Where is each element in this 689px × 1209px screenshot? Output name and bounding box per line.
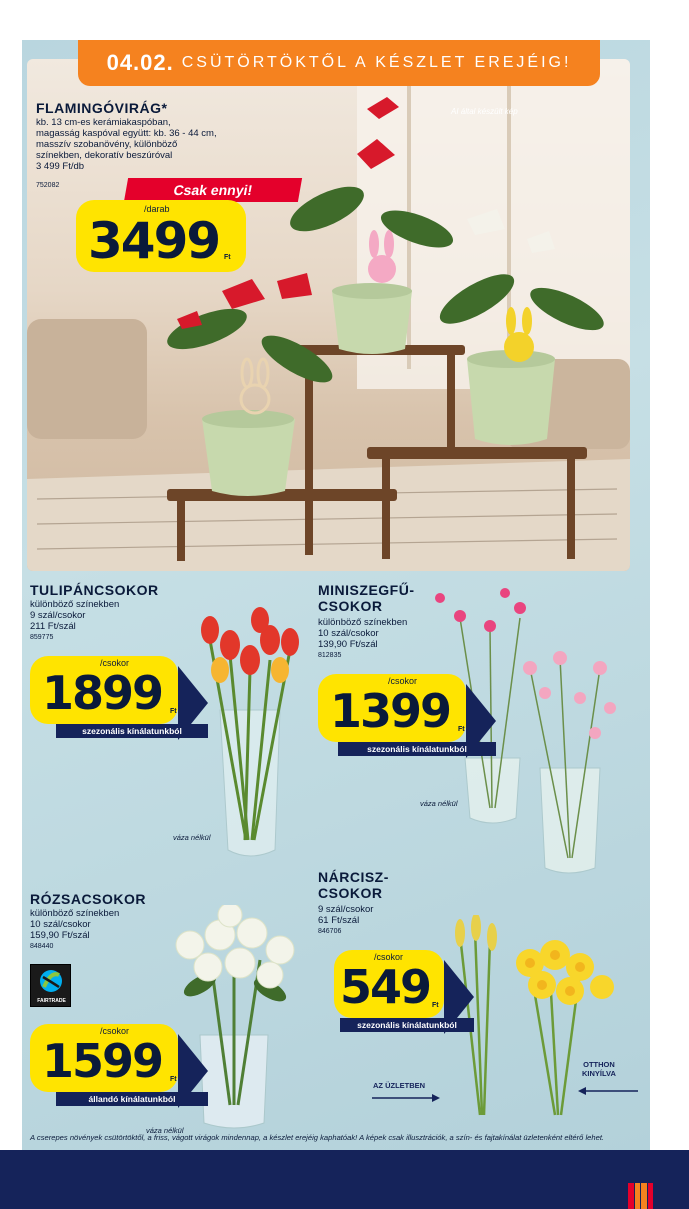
ai-image-note: AI által készült kép [451, 107, 518, 116]
fairtrade-mark-icon [31, 965, 72, 999]
header-banner [78, 40, 600, 86]
product-code-tulip: 859775 [30, 634, 54, 641]
note-no-vase-tulip: váza nélkül [173, 833, 211, 842]
product-title-carnation: MINISZEGFŰ- CSOKOR [318, 582, 415, 614]
price-value: 3499 [88, 212, 220, 270]
price-unit: /csokor [100, 1026, 130, 1036]
product-title-rose: RÓZSACSOKOR [30, 891, 146, 907]
price-value: 549 [340, 960, 431, 1014]
product-code-daffodil: 846706 [318, 928, 342, 935]
product-title-tulip: TULIPÁNCSOKOR [30, 582, 159, 598]
price-unit: /darab [144, 204, 170, 214]
disclaimer: A cserepes növények csütörtöktől, a friss, vágott virágok mindennap, a készlet erejéig kaphatóak! A képek csak illusztrációk, a szín- és fajtakínálat üzletenként eltérő lehet. [30, 1133, 605, 1142]
price-ft: Ft [458, 726, 465, 733]
arrow-right-icon [372, 1094, 440, 1102]
price-unit: /csokor [100, 658, 130, 668]
price-ft: Ft [170, 708, 177, 715]
price-tail: szezonális kínálatunkból [340, 1018, 474, 1032]
product-title-flamingo: FLAMINGÓVIRÁG* [36, 100, 168, 116]
note-no-vase-carnation: váza nélkül [420, 799, 458, 808]
label-in-store: AZ ÜZLETBEN [373, 1081, 426, 1090]
price-unit: /csokor [374, 952, 404, 962]
product-code-rose: 848440 [30, 943, 54, 950]
product-desc-carnation: különböző színekben 10 szál/csokor 139,90 Ft/szál [318, 617, 408, 650]
price-tail: állandó kínálatunkból [56, 1092, 208, 1106]
label-open-at-home: OTTHON KINYÍLVA [582, 1060, 616, 1078]
product-desc-flamingo: kb. 13 cm-es kerámiakaspóban, magasság kaspóval együtt: kb. 36 - 44 cm, masszív szobanövény, különböző színekben, dekoratív beszúróval 3 499 Ft/db [36, 117, 217, 172]
note-no-vase-rose: váza nélkül [146, 1126, 184, 1135]
price-ft: Ft [224, 254, 231, 261]
product-code-flamingo: 752082 [36, 182, 60, 189]
product-code-carnation: 812835 [318, 652, 342, 659]
product-title-daffodil: NÁRCISZ- CSOKOR [318, 869, 389, 901]
price-value: 1599 [42, 1034, 163, 1088]
price-ft: Ft [432, 1002, 439, 1009]
price-tail: szezonális kínálatunkból [338, 742, 496, 756]
price-value: 1399 [330, 684, 451, 738]
price-ft: Ft [170, 1076, 177, 1083]
price-value: 1899 [42, 666, 163, 720]
footer-band [0, 1150, 689, 1209]
price-unit: /csokor [388, 676, 418, 686]
product-desc-tulip: különböző színekben 9 szál/csokor 211 Ft/szál [30, 599, 120, 632]
price-tail: szezonális kínálatunkból [56, 724, 208, 738]
arrow-left-icon [578, 1087, 638, 1095]
fairtrade-logo: FAIRTRADE [30, 964, 71, 1007]
footer-stripes [628, 1183, 654, 1209]
banner-text: CSÜTÖRTÖKTŐL A KÉSZLET EREJÉIG! [181, 54, 572, 71]
badge-csak-ennyi: Csak ennyi! [124, 178, 302, 202]
product-desc-rose: különböző színekben 10 szál/csokor 159,90 Ft/szál [30, 908, 120, 941]
banner-date: 04.02. [106, 50, 174, 75]
product-desc-daffodil: 9 szál/csokor 61 Ft/szál [318, 904, 374, 926]
